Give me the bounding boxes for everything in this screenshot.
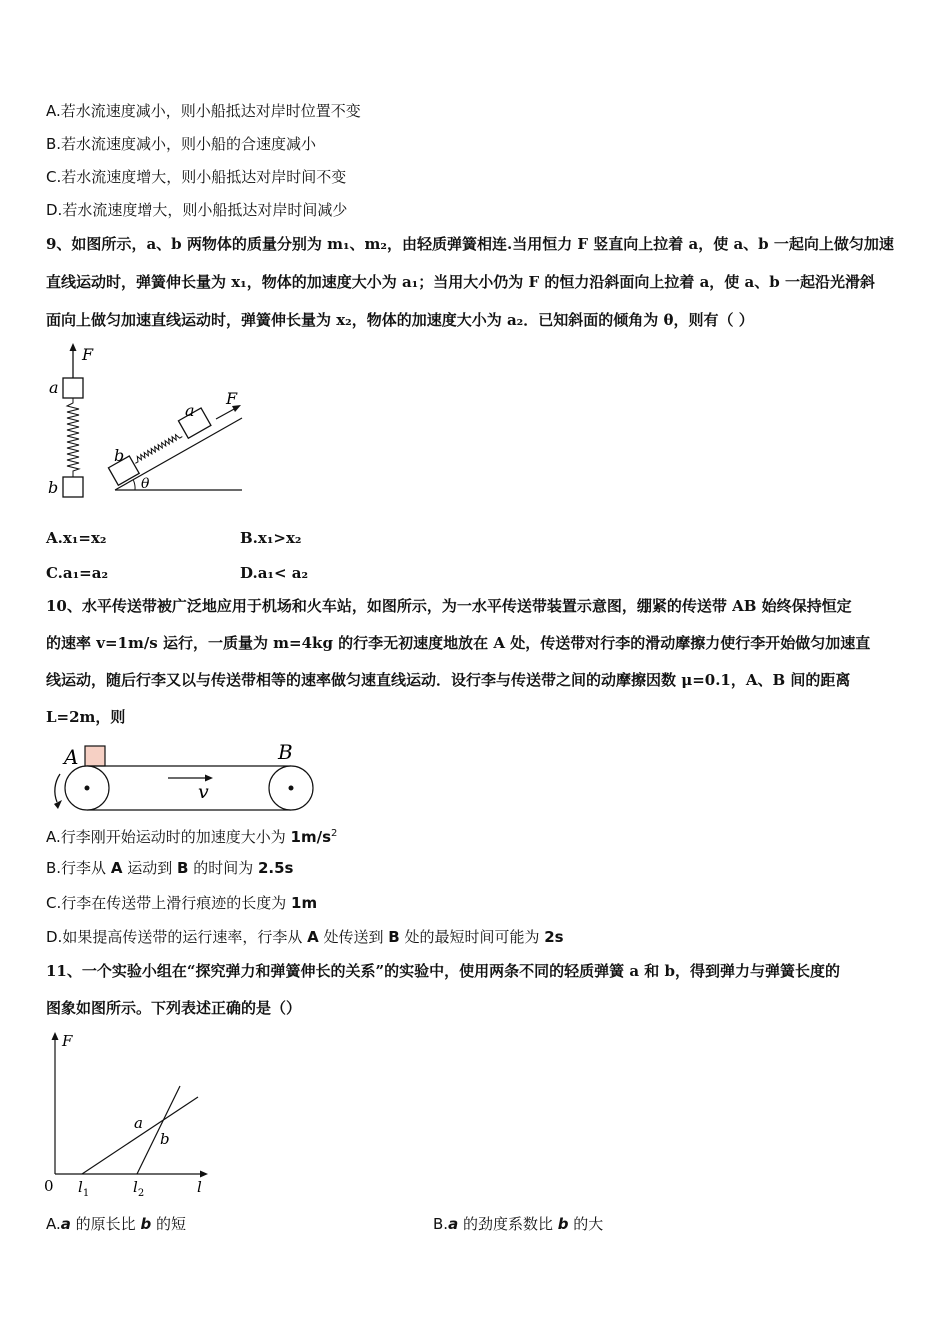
q9-fig-F-incline: F: [226, 389, 238, 408]
q11-option-b-end: 的大: [568, 1215, 604, 1233]
q10-option-c-text: C.行李在传送带上滑行痕迹的长度为: [46, 894, 292, 912]
q10-option-d: [46, 927, 564, 947]
q10-option-b: [46, 858, 293, 878]
q9-stem-line3: 面向上做匀加速直线运动时，弹簧伸长量为 x₂，物体的加速度大小为 a₂．已知斜面的倾角为 θ，则有（ ）: [46, 311, 754, 329]
q9-fig-a-incline: a: [185, 401, 195, 420]
q11-option-b-spring-a: a: [448, 1215, 459, 1233]
q10-option-a: [46, 824, 337, 847]
q9-option-b: B.x₁>x₂: [240, 529, 302, 547]
q11-fig-a: a: [134, 1114, 143, 1132]
q10-option-b-point-b: B: [176, 859, 189, 877]
q9-option-d: D.a₁< a₂: [240, 564, 309, 582]
q11-option-a-end: 的短: [151, 1215, 186, 1233]
block-a-vertical: [63, 378, 83, 398]
svg-text:l2: [133, 1178, 144, 1199]
q11-option-b: [433, 1214, 603, 1234]
q9-fig-b-incline: b: [114, 446, 125, 465]
q8-option-a: A.若水流速度减小，则小船抵达对岸时位置不变: [46, 102, 361, 120]
spring-incline: [133, 432, 182, 463]
q11-fig-origin: 0: [44, 1177, 54, 1195]
q10-option-a-value: 1m/s: [290, 828, 332, 846]
q11-option-a-spring-b: b: [140, 1215, 152, 1233]
q10-option-a-exponent: 2: [331, 828, 338, 839]
q10-option-d-point-b: B: [388, 928, 400, 946]
q11-fig-l1-sub: 1: [82, 1188, 90, 1199]
q10-stem-line2: 的速率 v=1m/s 运行，一质量为 m=4kg 的行李无初速度地放在 A 处，传送带对行李的滑动摩擦力使行李开始做匀加速直: [46, 634, 871, 652]
q10-stem-line3: 线运动，随后行李又以与传送带相等的速率做匀速直线运动．设行李与传送带之间的动摩擦因数 μ=0.1，A、B 间的距离: [46, 671, 851, 689]
q9-fig-a-vertical: a: [49, 378, 59, 397]
q10-option-a-text: A.行李刚开始运动时的加速度大小为: [46, 828, 291, 846]
q9-fig-theta: θ: [141, 476, 150, 492]
q10-fig-A: A: [64, 745, 79, 769]
q10-fig-v: v: [198, 781, 209, 803]
q10-option-d-text: D.如果提高传送带的运行速率，行李从: [46, 928, 308, 946]
q11-fig-l2: l: [133, 1178, 138, 1196]
line-a: [82, 1097, 198, 1174]
q11-fig-b: b: [160, 1130, 170, 1148]
q10-stem-line1: 10、水平传送带被广泛地应用于机场和火车站，如图所示，为一水平传送带装置示意图，绷紧的传送带 AB 始终保持恒定: [46, 597, 852, 615]
q10-option-d-point-a: A: [307, 928, 319, 946]
q10-option-c: [46, 893, 317, 913]
q9-fig-F-vertical: F: [82, 345, 94, 364]
q8-option-c: C.若水流速度增大，则小船抵达对岸时间不变: [46, 168, 347, 186]
q10-conveyor-figure: [40, 738, 320, 816]
block-a-incline: [178, 408, 210, 438]
q11-option-a: [46, 1214, 186, 1234]
svg-text:l1: [78, 1178, 89, 1199]
q11-stem-line2: 图象如图所示。下列表述正确的是（）: [46, 999, 302, 1017]
q10-stem-line4: L=2m，则: [46, 708, 126, 726]
q10-option-d-mid2: 处的最短时间可能为: [399, 928, 545, 946]
q9-option-c: C.a₁=a₂: [46, 564, 109, 582]
q10-option-b-mid: 运动到: [122, 859, 177, 877]
q8-option-b: B.若水流速度减小，则小船的合速度减小: [46, 135, 317, 153]
q10-option-c-value: 1m: [291, 894, 318, 912]
q11-fig-l1: l: [78, 1178, 83, 1196]
q11-option-b-spring-b: b: [557, 1215, 569, 1233]
line-b: [137, 1086, 180, 1174]
q10-fig-B: B: [278, 740, 293, 764]
q11-option-a-mid: 的原长比: [70, 1215, 141, 1233]
q8-option-d: D.若水流速度增大，则小船抵达对岸时间减少: [46, 201, 348, 219]
q9-option-a: A.x₁=x₂: [46, 529, 107, 547]
q9-spring-figure: [40, 340, 255, 500]
q9-stem-line2: 直线运动时，弹簧伸长量为 x₁，物体的加速度大小为 a₁；当用大小仍为 F 的恒力沿斜面向上拉着 a，使 a、b 一起沿光滑斜: [46, 273, 875, 291]
q11-option-a-spring-a: a: [60, 1215, 71, 1233]
q10-option-d-value: 2s: [544, 928, 564, 946]
q11-fig-l: l: [197, 1178, 202, 1196]
q11-fig-F: F: [62, 1032, 73, 1050]
q10-option-d-mid: 处传送到: [318, 928, 389, 946]
q10-option-b-value: 2.5s: [257, 859, 294, 877]
q11-graph-figure: [40, 1028, 220, 1200]
block-b-vertical: [63, 477, 83, 497]
q11-stem-line1: 11、一个实验小组在“探究弹力和弹簧伸长的关系”的实验中，使用两条不同的轻质弹簧 a 和 b，得到弹力与弹簧长度的: [46, 962, 841, 980]
q9-fig-b-vertical: b: [48, 478, 59, 497]
q9-stem-line1: 9、如图所示，a、b 两物体的质量分别为 m₁、m₂，由轻质弹簧相连.当用恒力 F 竖直向上拉着 a，使 a、b 一起向上做匀加速: [46, 235, 894, 253]
q10-option-b-mid2: 的时间为: [188, 859, 258, 877]
luggage-block: [85, 746, 105, 766]
q10-option-b-text: B.行李从: [46, 859, 111, 877]
q11-fig-l2-sub: 2: [137, 1188, 145, 1199]
q11-option-b-mid: 的劲度系数比: [458, 1215, 558, 1233]
q11-option-a-label: A.: [46, 1215, 61, 1233]
q11-option-b-label: B.: [433, 1215, 449, 1233]
q10-option-b-point-a: A: [110, 859, 123, 877]
spring-vertical: [67, 398, 79, 477]
